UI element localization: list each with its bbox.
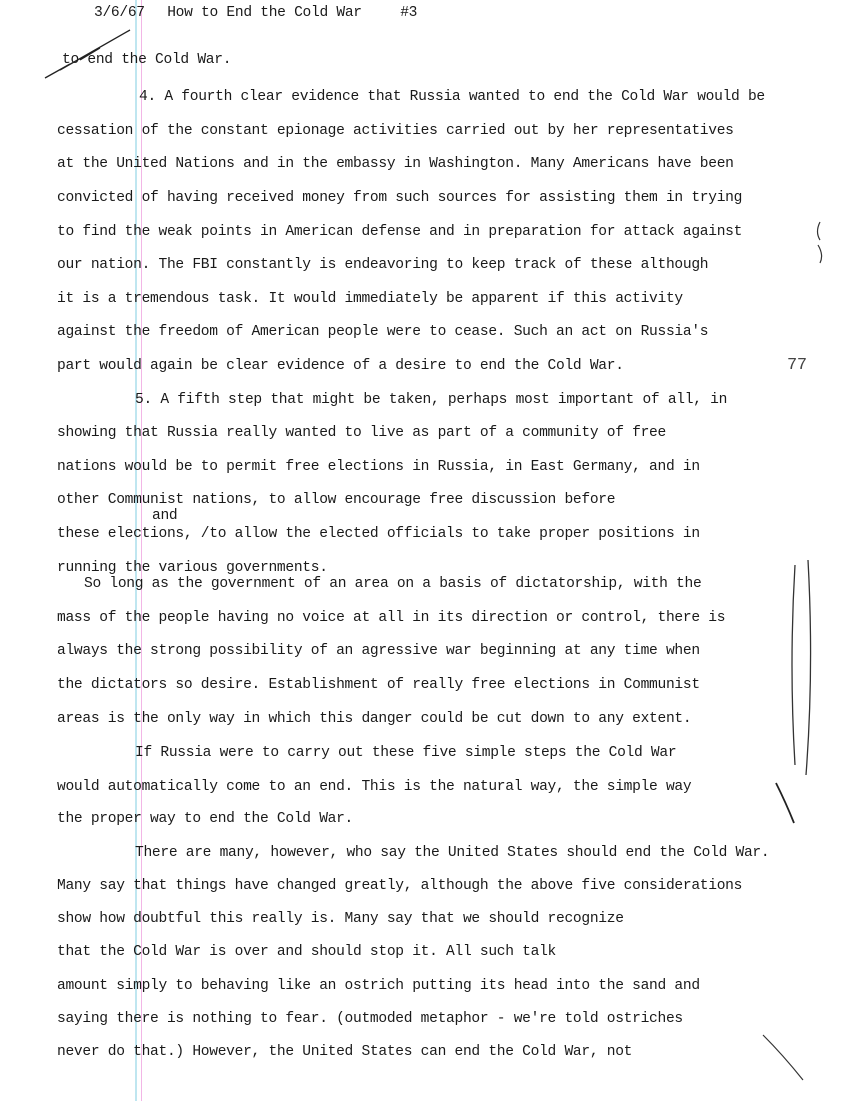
text-line: If Russia were to carry out these five simple steps the Cold War bbox=[135, 745, 677, 761]
text-line: mass of the people having no voice at all in its direction or control, there is bbox=[57, 610, 726, 626]
header-title: How to End the Cold War bbox=[167, 5, 362, 21]
text-line: areas is the only way in which this danger could be cut down to any extent. bbox=[57, 711, 692, 727]
text-line: would automatically come to an end. This is the natural way, the simple way bbox=[57, 779, 692, 795]
header-date: 3/6/67 bbox=[94, 5, 145, 21]
text-line: the dictators so desire. Establishment of really free elections in Communist bbox=[57, 677, 700, 693]
text-line: never do that.) However, the United States can end the Cold War, not bbox=[57, 1044, 633, 1060]
text-line: part would again be clear evidence of a desire to end the Cold War. bbox=[57, 358, 624, 374]
text-line: that the Cold War is over and should stop it. All such talk bbox=[57, 944, 557, 960]
text-line: cessation of the constant epionage activities carried out by her representatives bbox=[57, 123, 734, 139]
text-line: it is a tremendous task. It would immediately be apparent if this activity bbox=[57, 291, 683, 307]
text-line: amount simply to behaving like an ostrich putting its head into the sand and bbox=[57, 978, 700, 994]
text-line: these elections, /to allow the elected officials to take proper positions in bbox=[57, 526, 700, 542]
text-line: There are many, however, who say the United States should end the Cold War. bbox=[135, 845, 770, 861]
text-line: show how doubtful this really is. Many say that we should recognize bbox=[57, 911, 624, 927]
text-line: the proper way to end the Cold War. bbox=[57, 811, 354, 827]
text-line: Many say that things have changed greatly, although the above five considerations bbox=[57, 878, 743, 894]
text-line: other Communist nations, to allow encourage free discussion before bbox=[57, 492, 616, 508]
text-line: against the freedom of American people were to cease. Such an act on Russia's bbox=[57, 324, 709, 340]
text-line: So long as the government of an area on a basis of dictatorship, with the bbox=[84, 576, 702, 592]
text-line: always the strong possibility of an agressive war beginning at any time when bbox=[57, 643, 700, 659]
text-line: showing that Russia really wanted to live as part of a community of free bbox=[57, 425, 666, 441]
header-page-number: #3 bbox=[400, 5, 418, 21]
text-line: to find the weak points in American defense and in preparation for attack against bbox=[57, 224, 743, 240]
text-line: running the various governments. bbox=[57, 560, 328, 576]
text-line: convicted of having received money from such sources for assisting them in trying bbox=[57, 190, 743, 206]
text-line: saying there is nothing to fear. (outmoded metaphor - we're told ostriches bbox=[57, 1011, 683, 1027]
text-line: to end the Cold War. bbox=[62, 52, 232, 68]
margin-note-number: 77 bbox=[787, 356, 807, 375]
text-line: nations would be to permit free elections in Russia, in East Germany, and in bbox=[57, 459, 700, 475]
text-line: 5. A fifth step that might be taken, perhaps most important of all, in bbox=[135, 392, 728, 408]
text-line: 4. A fourth clear evidence that Russia wanted to end the Cold War would be bbox=[139, 89, 765, 105]
text-line: and bbox=[152, 508, 178, 524]
text-line: at the United Nations and in the embassy in Washington. Many Americans have been bbox=[57, 156, 734, 172]
text-line: our nation. The FBI constantly is endeavoring to keep track of these although bbox=[57, 257, 709, 273]
